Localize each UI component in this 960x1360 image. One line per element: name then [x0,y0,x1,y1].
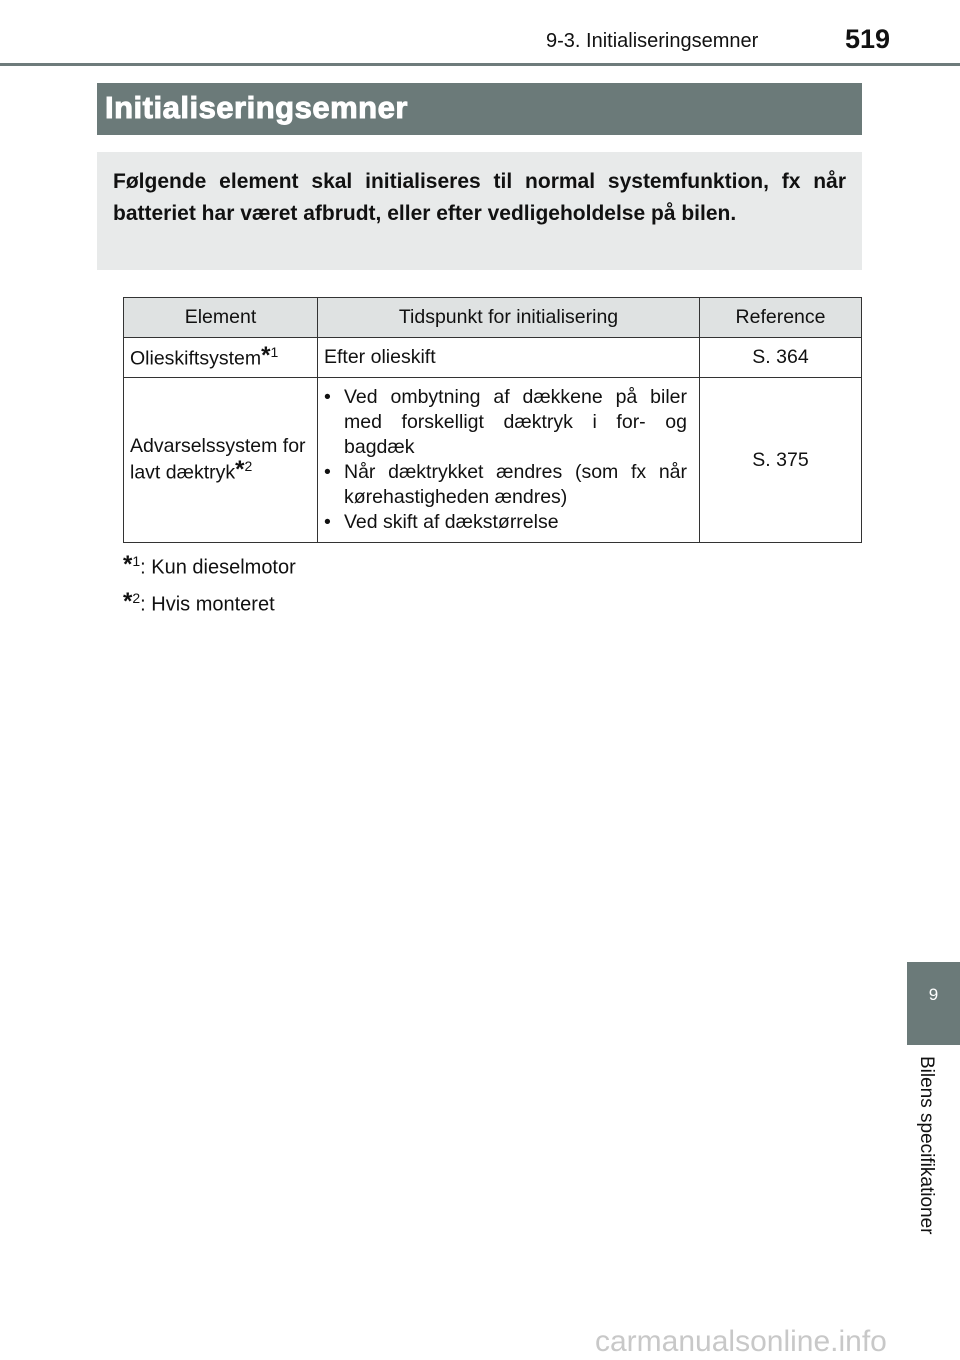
header-rule [0,63,960,66]
chapter-tab: 9 [907,962,960,1045]
footnote-mark: * [261,342,271,370]
column-header: Reference [700,298,862,338]
timing-cell: Efter olieskift [318,338,700,378]
footnote [123,590,275,617]
footnote-number: 1 [270,344,279,361]
footnote [123,553,296,580]
intro-box: Følgende element skal initialiseres til normal systemfunktion, fx når batteriet har været afbrudt, eller efter vedligeholdelse på bilen. [97,152,862,270]
table-row [124,338,862,378]
table-row [124,378,862,543]
initialization-table [123,297,862,543]
footnote-mark: * [235,456,245,484]
footnote-text: : Kun dieselmotor [140,556,296,579]
column-header: Element [124,298,318,338]
footnote-number: 1 [132,553,141,569]
element-cell [124,338,318,378]
footnote-number: 2 [132,590,141,606]
element-name: Advarselssystem for lavt dæktryk [130,435,306,484]
reference-cell: S. 364 [700,338,862,378]
reference-cell: S. 375 [700,378,862,543]
footnote-mark: * [123,588,133,615]
page-title: Initialiseringsemner [97,83,862,135]
column-header: Tidspunkt for initialisering [318,298,700,338]
footnote-text: : Hvis monteret [140,593,275,616]
element-cell [124,378,318,543]
list-item: • Ved ombytning af dækkene på biler med forskelligt dæktryk i for- og bagdæk [324,385,693,460]
footnote-mark: * [123,551,133,578]
watermark: carmanualsonline.info [595,1325,887,1358]
chapter-label: Bilens specifikationer [916,1056,937,1235]
list-item: • Når dæktrykket ændres (som fx når kørehastigheden ændres) [324,460,693,510]
timing-cell [318,378,700,543]
table-header-row [124,298,862,338]
page-number: 519 [845,24,891,54]
footnote-number: 2 [244,458,253,475]
section-header: 9-3. Initialiseringsemner [546,30,759,52]
element-name: Olieskiftsystem [130,347,262,370]
list-item: • Ved skift af dækstørrelse [324,510,693,535]
